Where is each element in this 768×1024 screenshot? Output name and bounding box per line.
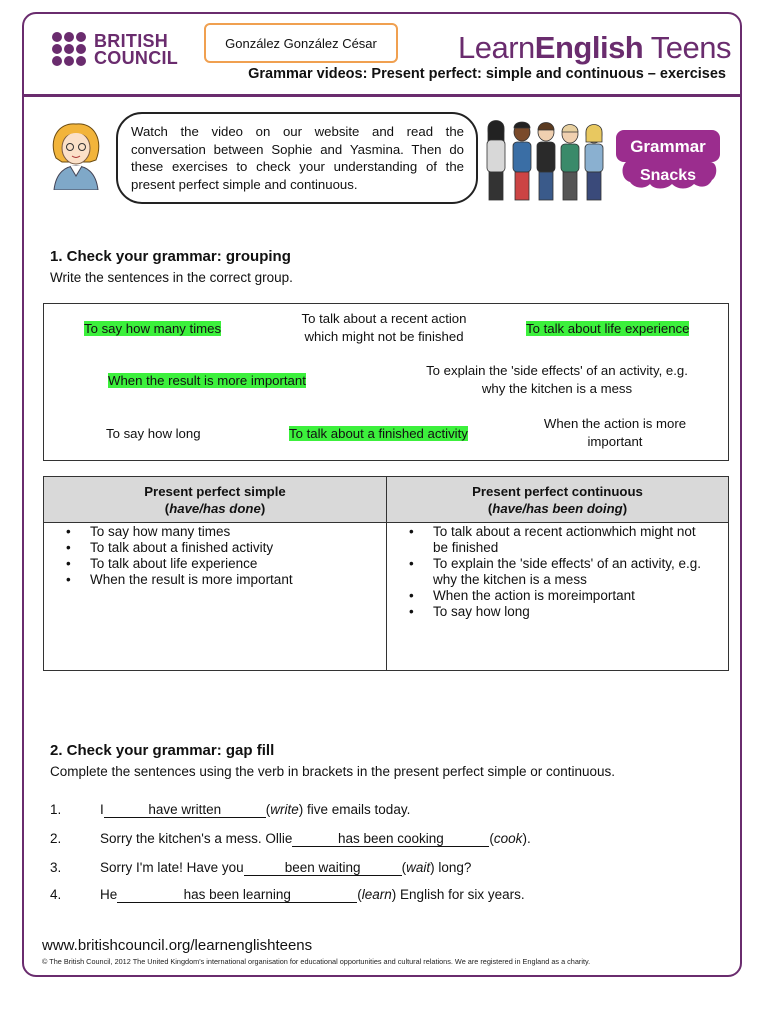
grouping-option: When the result is more important <box>108 373 306 388</box>
col2-title: Present perfect continuous <box>472 484 643 499</box>
intro-speech-bubble <box>116 112 478 204</box>
learnenglish-teens-logo <box>458 30 731 66</box>
col2-form: have/has been doing <box>492 501 623 516</box>
col1-form: have/has done <box>169 501 261 516</box>
brand-line-1: BRITISH <box>94 31 169 51</box>
grouping-option: To say how long <box>106 426 201 441</box>
list-item: • To talk about a finished activity <box>66 540 366 556</box>
teens-group-icon <box>484 118 620 204</box>
grouping-options-box <box>43 303 729 461</box>
section-2-instruction: Complete the sentences using the verb in brackets in the present perfect simple or continuous. <box>50 764 616 779</box>
table-column-divider <box>386 477 387 670</box>
section-1-heading: 1. Check your grammar: grouping <box>50 248 291 265</box>
gap-fill-item: 3. Sorry I'm late! Have you been waiting (wait) long? <box>50 860 472 875</box>
section-1-instruction: Write the sentences in the correct group. <box>50 270 293 285</box>
gap-fill-item: 2. Sorry the kitchen's a mess. Ollie has been cooking (cook). <box>50 831 531 846</box>
badge-line-2: Snacks <box>639 167 697 184</box>
answer-2: has been cooking <box>292 831 489 847</box>
gap-fill-item: 1. I have written (write) five emails today. <box>50 802 411 817</box>
list-item: • When the action is moreimportant <box>409 588 709 604</box>
logo-english: English <box>534 30 644 65</box>
section-2-heading: 2. Check your grammar: gap fill <box>50 742 275 759</box>
grouping-option: To talk about life experience <box>526 321 690 336</box>
grouping-table <box>43 476 729 671</box>
list-item: • To explain the 'side effects' of an activity, e.g. why the kitchen is a mess <box>409 556 709 588</box>
table-header-simple: Present perfect simple (have/has done) <box>44 477 386 523</box>
logo-dots-icon <box>52 32 88 68</box>
list-item: • To say how many times <box>66 524 366 540</box>
grouping-option: To explain the 'side effects' of an activity, e.g. why the kitchen is a mess <box>426 363 688 396</box>
header-divider <box>22 94 742 97</box>
grouping-option: To say how many times <box>84 321 222 336</box>
answer-3: been waiting <box>244 860 402 876</box>
list-item: • To talk about a recent actionwhich might not be finished <box>409 524 709 556</box>
grouping-option: When the action is more important <box>543 416 687 449</box>
answer-4: has been learning <box>117 887 357 903</box>
badge-line-1: Grammar <box>630 137 706 156</box>
document-title: Grammar videos: Present perfect: simple and continuous – exercises <box>248 66 726 82</box>
grouping-option: To talk about a recent action which might not be finished <box>301 311 467 344</box>
gap-fill-item: 4. He has been learning (learn) English for six years. <box>50 887 525 902</box>
table-header-continuous: Present perfect continuous (have/has been doing) <box>387 477 728 523</box>
grouping-option: To talk about a finished activity <box>289 426 468 441</box>
intro-text: Watch the video on our website and read the conversation between Sophie and Yasmina. Then do these exercises to check your understanding of the present perfect simple and continuous. <box>131 124 464 192</box>
grammar-snacks-badge <box>614 128 722 192</box>
british-council-logo <box>52 32 182 72</box>
student-name: González González César <box>225 35 377 51</box>
logo-teens: Teens <box>643 30 732 65</box>
list-item: • To talk about life experience <box>66 556 366 572</box>
list-item: • To say how long <box>409 604 709 620</box>
student-name-box <box>204 23 398 63</box>
col1-title: Present perfect simple <box>144 484 286 499</box>
sophie-character-icon <box>46 120 106 190</box>
list-item: • When the result is more important <box>66 572 366 588</box>
simple-list <box>66 524 366 588</box>
footer-url: www.britishcouncil.org/learnenglishteens <box>42 937 313 954</box>
logo-learn: Learn <box>458 30 535 65</box>
answer-1: have written <box>104 802 266 818</box>
brand-line-2: COUNCIL <box>94 48 179 68</box>
continuous-list <box>409 524 709 620</box>
footer-legal: © The British Council, 2012 The United Kingdom's international organisation for educational opportunities and cultural relations. We are registered in England as a charity. <box>42 957 591 966</box>
